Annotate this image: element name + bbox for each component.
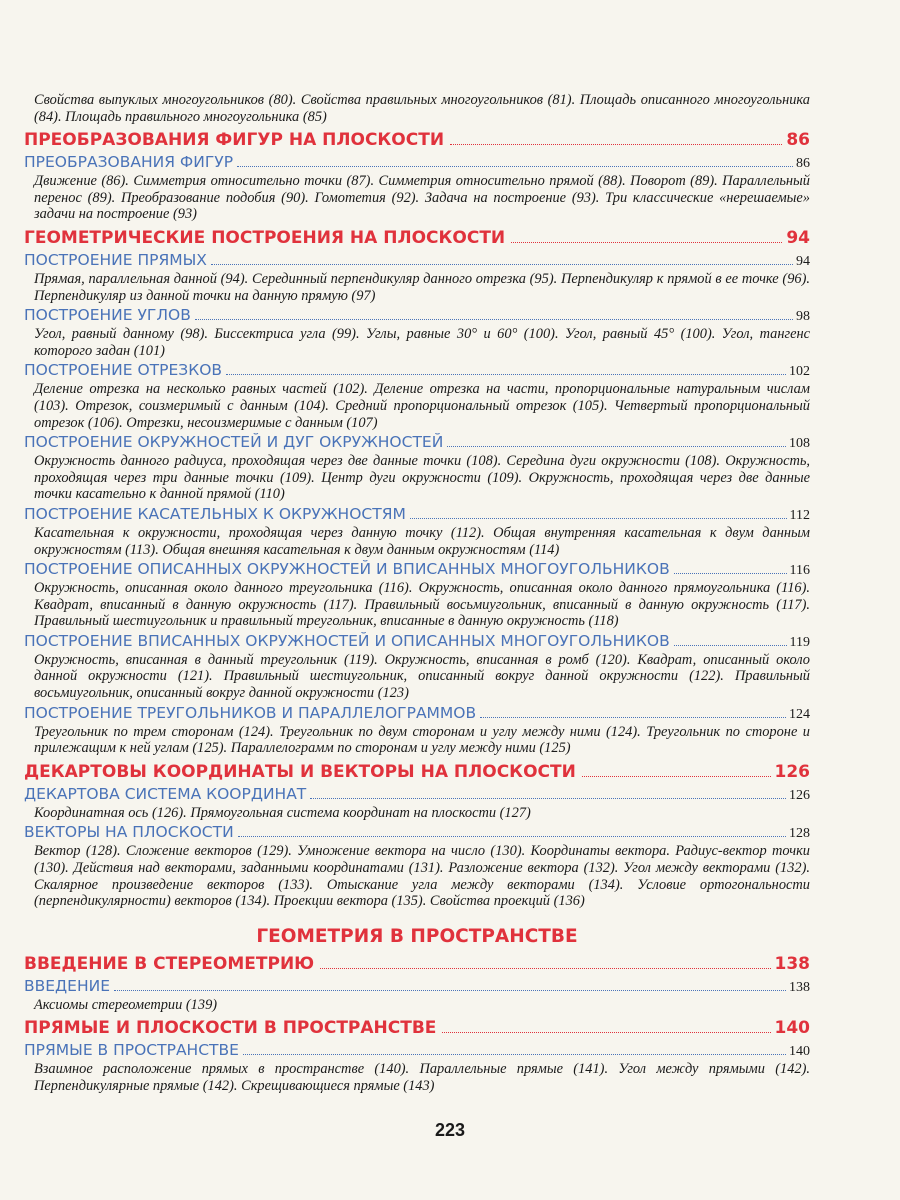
section-title: ВЕКТОРЫ НА ПЛОСКОСТИ [24, 823, 234, 842]
section-topics-text: Вектор (128). Сложение векторов (129). Умножение вектора на число (130). Координаты вектора. Радиус-вектор точки (130). Действия над векторами, заданными координатами (131). Разложение вектора (132). Угол между векторами (132). Скалярное произведение векторов (133). Отыскание угла между векторами (134). Условие ортогональности (перпендикулярности) векторов (134). Проекции вектора (135). Свойства проекций (136) [34, 843, 810, 910]
dot-leader [238, 836, 786, 837]
section-title: ПОСТРОЕНИЕ ОКРУЖНОСТЕЙ И ДУГ ОКРУЖНОСТЕЙ [24, 433, 444, 452]
section-page-number: 124 [789, 706, 810, 722]
dot-leader [211, 264, 793, 265]
section-page-number: 102 [789, 364, 810, 380]
toc-section-entry[interactable] [24, 505, 810, 525]
section-page-number: 108 [789, 436, 810, 452]
toc-intro-text: Свойства выпуклых многоугольников (80). Свойства правильных многоугольников (81). Площадь описанного многоугольника (84). Площадь правильного многоугольника (85) [34, 92, 810, 125]
chapter-title: ПРЕОБРАЗОВАНИЯ ФИГУР НА ПЛОСКОСТИ [24, 130, 445, 151]
toc-chapter-entry[interactable] [24, 227, 810, 249]
section-page-number: 128 [789, 826, 810, 842]
dot-leader [582, 776, 771, 777]
section-topics-text: Аксиомы стереометрии (139) [34, 996, 218, 1013]
dot-leader [450, 144, 782, 145]
chapter-page-number: 140 [774, 1018, 810, 1039]
chapter-title: ПРЯМЫЕ И ПЛОСКОСТИ В ПРОСТРАНСТВЕ [24, 1018, 437, 1039]
toc-section-entry[interactable] [24, 632, 810, 652]
chapter-title: ГЕОМЕТРИЧЕСКИЕ ПОСТРОЕНИЯ НА ПЛОСКОСТИ [24, 227, 506, 248]
section-title: ПРЯМЫЕ В ПРОСТРАНСТВЕ [24, 1041, 239, 1060]
section-page-number: 126 [789, 787, 810, 803]
section-topics-text: Прямая, параллельная данной (94). Серединный перпендикуляр данного отрезка (95). Перпендикуляр к прямой в ее точке (96). Перпендикуляр из данной точки на данную прямую (97) [34, 270, 810, 304]
toc-section-entry[interactable] [24, 785, 810, 805]
dot-leader [480, 717, 786, 718]
toc-section-entry[interactable] [24, 251, 810, 271]
toc-section-entry[interactable] [24, 560, 810, 580]
dot-leader [226, 374, 786, 375]
section-topics-text: Касательная к окружности, проходящая через данную точку (112). Общая внутренняя касательная к двум данным окружностям (113). Общая внешняя касательная к двум данным окружностям (114) [34, 524, 810, 558]
section-page-number: 94 [796, 253, 810, 269]
toc-list [24, 129, 810, 1094]
section-title: ПОСТРОЕНИЕ ОТРЕЗКОВ [24, 361, 223, 380]
toc-section-entry[interactable] [24, 823, 810, 843]
chapter-page-number: 126 [774, 761, 810, 782]
section-topics-text: Взаимное расположение прямых в пространстве (140). Параллельные прямые (141). Угол между прямыми (142). Перпендикулярные прямые (142). Скрещивающиеся прямые (143) [34, 1061, 810, 1094]
toc-section-entry[interactable] [24, 977, 810, 997]
section-page-number: 112 [789, 507, 810, 523]
section-page-number: 86 [796, 156, 810, 172]
section-title: ПОСТРОЕНИЕ КАСАТЕЛЬНЫХ К ОКРУЖНОСТЯМ [24, 504, 406, 523]
dot-leader [674, 645, 787, 646]
section-topics-text: Окружность данного радиуса, проходящая через две данные точки (108). Середина дуги окружности (108). Окружность, проходящая через три данные точки (109). Центр дуги окружности (109). Окружность, проходящая через две данные точки касательно к данной прямой (110) [34, 453, 810, 503]
section-topics-text: Деление отрезка на несколько равных частей (102). Деление отрезка на части, пропорциональные натуральным числам (103). Отрезок, соизмеримый с данным (104). Средний пропорциональный отрезок (105). Четвертый пропорциональный отрезок (106). Отрезки, несоизмеримые с данным (107) [34, 381, 810, 431]
section-topics-text: Треугольник по трем сторонам (124). Треугольник по двум сторонам и углу между ними (124). Треугольник по стороне и прилежащим к ней углам (125). Параллелограмм по сторонам и углу между ними (125) [34, 723, 810, 757]
dot-leader [320, 968, 770, 969]
chapter-title: ДЕКАРТОВЫ КООРДИНАТЫ И ВЕКТОРЫ НА ПЛОСКОСТИ [24, 761, 576, 782]
toc-chapter-entry[interactable] [24, 1017, 810, 1039]
section-topics-text: Окружность, описанная около данного треугольника (116). Окружность, описанная около данного прямоугольника (116). Квадрат, вписанный в данную окружность (117). Правильный восьмиугольник, вписанный в данную окружность (117). Правильный шестиугольник и правильный треугольник, вписанные в данную окружность (118) [34, 580, 810, 630]
dot-leader [674, 573, 787, 574]
section-title: ПОСТРОЕНИЕ ОПИСАННЫХ ОКРУЖНОСТЕЙ И ВПИСАННЫХ МНОГОУГОЛЬНИКОВ [24, 560, 670, 579]
toc-section-entry[interactable] [24, 704, 810, 724]
dot-leader [511, 242, 782, 243]
dot-leader [310, 798, 786, 799]
section-page-number: 116 [789, 563, 810, 579]
dot-leader [410, 518, 787, 519]
chapter-page-number: 138 [774, 953, 810, 974]
toc-section-entry[interactable] [24, 361, 810, 381]
section-title: ПОСТРОЕНИЕ ПРЯМЫХ [24, 250, 207, 269]
dot-leader [195, 319, 793, 320]
toc-chapter-entry[interactable] [24, 129, 810, 151]
section-title: ПРЕОБРАЗОВАНИЯ ФИГУР [24, 153, 234, 172]
section-title: ПОСТРОЕНИЕ ТРЕУГОЛЬНИКОВ И ПАРАЛЛЕЛОГРАММОВ [24, 703, 477, 722]
section-page-number: 119 [789, 634, 810, 650]
section-topics-text: Координатная ось (126). Прямоугольная система координат на плоскости (127) [34, 804, 531, 821]
toc-section-entry[interactable] [24, 153, 810, 173]
dot-leader [237, 166, 793, 167]
section-topics-text: Движение (86). Симметрия относительно точки (87). Симметрия относительно прямой (88). Поворот (89). Параллельный перенос (89). Преобразование подобия (90). Гомотетия (92). Задача на построение (93). Три классические «нерешаемые» задачи на построение (93) [34, 173, 810, 223]
dot-leader [447, 446, 786, 447]
section-page-number: 138 [789, 979, 810, 995]
section-title: ПОСТРОЕНИЕ ВПИСАННЫХ ОКРУЖНОСТЕЙ И ОПИСАННЫХ МНОГОУГОЛЬНИКОВ [24, 631, 670, 650]
section-page-number: 98 [796, 309, 810, 325]
dot-leader [114, 990, 786, 991]
chapter-page-number: 86 [786, 130, 810, 151]
toc-chapter-entry[interactable] [24, 953, 810, 975]
part-heading: ГЕОМЕТРИЯ В ПРОСТРАНСТВЕ [256, 925, 578, 947]
section-topics-text: Угол, равный данному (98). Биссектриса угла (99). Углы, равные 30° и 60° (100). Угол, равный 45° (100). Угол, тангенс которого задан (101) [34, 326, 810, 359]
toc-section-entry[interactable] [24, 433, 810, 453]
toc-section-entry[interactable] [24, 1041, 810, 1061]
section-title: ВВЕДЕНИЕ [24, 976, 111, 995]
chapter-title: ВВЕДЕНИЕ В СТЕРЕОМЕТРИЮ [24, 953, 315, 974]
chapter-page-number: 94 [786, 227, 810, 248]
section-title: ПОСТРОЕНИЕ УГЛОВ [24, 306, 191, 325]
section-topics-text: Окружность, вписанная в данный треугольник (119). Окружность, вписанная в ромб (120). Квадрат, описанный около данной окружности (121). Правильный шестиугольник, описанный вокруг данной окружности (122). Правильный восьмиугольник, описанный вокруг данной окружности (123) [34, 651, 810, 702]
toc-section-entry[interactable] [24, 306, 810, 326]
dot-leader [442, 1032, 770, 1033]
page-number: 223 [434, 1120, 466, 1140]
section-title: ДЕКАРТОВА СИСТЕМА КООРДИНАТ [24, 784, 307, 803]
dot-leader [243, 1054, 786, 1055]
section-page-number: 140 [789, 1044, 810, 1060]
toc-chapter-entry[interactable] [24, 761, 810, 783]
